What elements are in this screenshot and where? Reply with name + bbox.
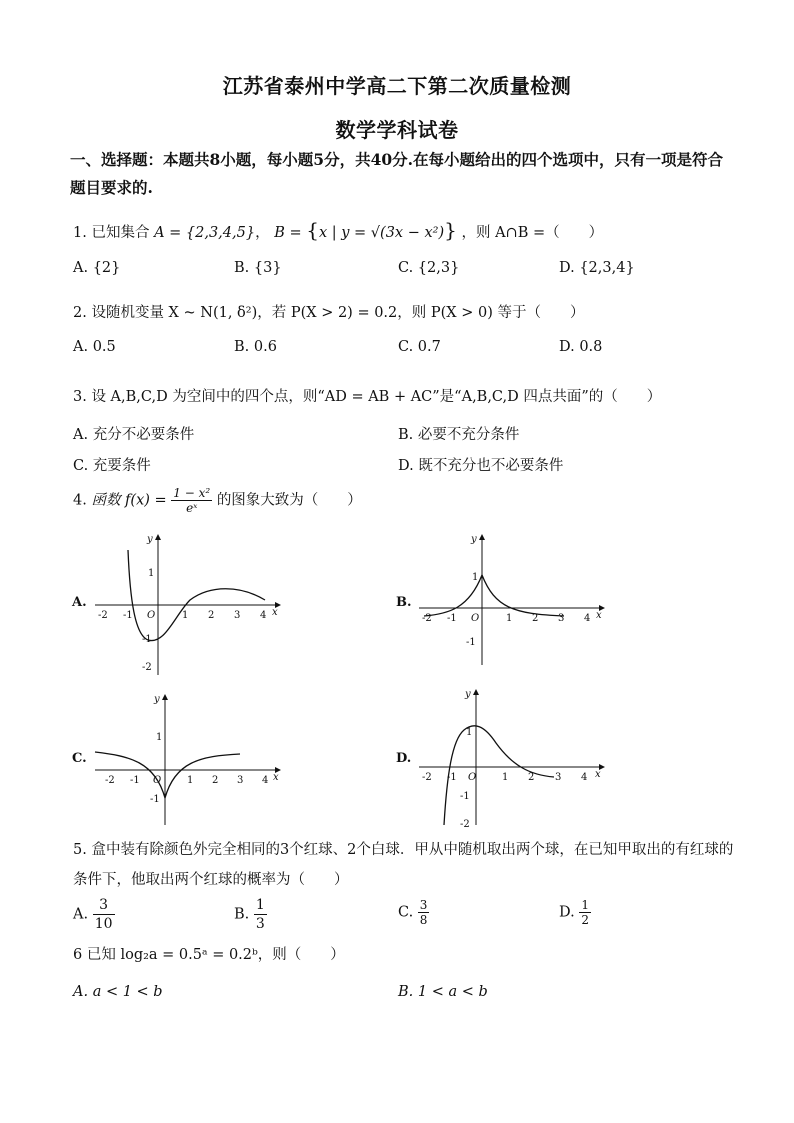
fraction-denominator: eˣ (186, 501, 198, 515)
curve (424, 575, 564, 616)
curve (128, 550, 265, 641)
option-label: D. (559, 904, 575, 921)
question-number: 1. (73, 225, 87, 241)
option-label: C. (398, 904, 414, 921)
question-text: 已知集合 (91, 225, 150, 241)
graph-label-b[interactable]: B. (396, 595, 412, 610)
tick-label: -1 (460, 791, 470, 802)
option-fraction (254, 896, 267, 933)
section-heading: 一、选择题：本题共8小题，每小题5分，共40分.在每小题给出的四个选项中，只有一项是符合题目要求的. (70, 150, 724, 197)
tick-label: 3 (237, 775, 244, 786)
tick-label: 4 (584, 613, 591, 624)
tick-label: -1 (130, 775, 140, 786)
q1-option-a[interactable]: A. {2} (73, 260, 121, 276)
question-text: 的图象大致为（ ） (216, 492, 362, 509)
tick-label: 1 (156, 732, 163, 743)
numerator: 3 (93, 896, 115, 915)
q1-option-c[interactable]: C. {2,3} (398, 260, 460, 276)
numerator: 1 (581, 898, 589, 912)
option-label: A. (73, 906, 89, 923)
graph-label-d[interactable]: D. (396, 751, 412, 766)
exam-title: 江苏省泰州中学高二下第二次质量检测 (222, 74, 572, 98)
q5-option-d[interactable] (559, 898, 591, 927)
set-b-body: x | y = √(3x − x²) (318, 225, 445, 241)
option-fraction (93, 896, 115, 933)
tick-label: 2 (532, 613, 539, 624)
graph-label-a[interactable]: A. (72, 595, 87, 610)
numerator: 3 (419, 898, 428, 912)
axis-name: x (596, 610, 602, 621)
graph-b (414, 530, 614, 680)
question-5-line-2: 条件下，他取出两个红球的概率为（ ） (73, 872, 349, 888)
tick-label: 2 (212, 775, 219, 786)
tick-label: 2 (528, 772, 535, 783)
tick-label: -1 (150, 794, 160, 805)
tick-label: -1 (447, 772, 457, 783)
tick-label: -2 (460, 819, 470, 830)
tick-label: 1 (187, 775, 194, 786)
denominator: 8 (419, 913, 428, 927)
q3-option-a[interactable]: A. 充分不必要条件 (73, 427, 195, 443)
set-b-label: B = (274, 225, 302, 241)
question-number: 2. (73, 305, 87, 321)
tick-label: 1 (182, 610, 189, 621)
question-number: 5. (73, 842, 87, 858)
tick-label: 3 (558, 613, 565, 624)
tick-label: 1 (148, 568, 155, 579)
tick-label: -1 (447, 613, 457, 624)
tick-label: O (471, 613, 480, 624)
axis-name: x (273, 772, 279, 783)
tick-label: 3 (555, 772, 562, 783)
question-number: 4. (73, 492, 87, 509)
question-2 (73, 301, 584, 322)
q2-option-c[interactable]: C. 0.7 (398, 339, 441, 355)
question-3 (73, 385, 661, 406)
tick-label: 1 (472, 572, 479, 583)
axis-name: y (471, 534, 477, 545)
question-number: 6 (73, 947, 83, 963)
tick-label: O (468, 772, 477, 783)
tick-label: 1 (466, 727, 473, 738)
tick-label: 4 (262, 775, 269, 786)
question-tail: ，则 A∩B =（ ） (461, 225, 604, 241)
numerator: 1 (255, 897, 265, 913)
option-fraction (418, 898, 430, 927)
q2-option-a[interactable]: A. 0.5 (73, 339, 116, 355)
tick-label: -2 (422, 613, 432, 624)
axis-name: x (272, 607, 278, 618)
q1-option-b[interactable]: B. {3} (234, 260, 282, 276)
q5-option-a[interactable] (73, 896, 115, 933)
tick-label: -2 (98, 610, 108, 621)
tick-label: -1 (142, 634, 152, 645)
denominator: 10 (94, 916, 113, 932)
function-fraction (171, 486, 212, 515)
question-text: 已知 log₂a = 0.5ᵃ = 0.2ᵇ，则（ ） (86, 947, 345, 963)
question-4 (73, 486, 362, 515)
tick-label: -2 (142, 662, 152, 673)
tick-label: 2 (208, 610, 215, 621)
q5-option-b[interactable] (234, 896, 267, 933)
denominator: 2 (581, 913, 589, 927)
question-6 (73, 943, 345, 964)
set-a: A = {2,3,4,5} (154, 225, 256, 241)
exam-subtitle: 数学学科试卷 (335, 118, 459, 142)
tick-label: 1 (502, 772, 509, 783)
option-label: B. (234, 906, 250, 923)
question-1: 1. 已知集合 A = {2,3,4,5}， B = {x | y = √(3x − x²)} ，则 A∩B =（ ） (73, 218, 604, 242)
q5-option-c[interactable] (398, 898, 429, 927)
q3-option-c[interactable]: C. 充要条件 (73, 458, 151, 474)
tick-label: -2 (105, 775, 115, 786)
tick-label: -1 (466, 637, 476, 648)
function-label: 函数 f(x) = (91, 492, 167, 509)
tick-label: -1 (123, 610, 133, 621)
axis-name: y (147, 534, 153, 545)
graph-label-c[interactable]: C. (72, 751, 87, 766)
tick-label: 1 (506, 613, 513, 624)
curve (444, 726, 554, 825)
question-number: 3. (73, 389, 87, 405)
axis-name: y (465, 689, 471, 700)
q2-option-d[interactable]: D. 0.8 (559, 339, 603, 355)
fraction-numerator: 1 − x² (173, 486, 211, 500)
question-5 (73, 838, 733, 859)
question-text-line-1: 盒中装有除颜色外完全相同的3个红球、2个白球．甲从中随机取出两个球，在已知甲取出的有红球的 (91, 842, 734, 858)
q3-option-d[interactable]: D. 既不充分也不必要条件 (398, 458, 564, 474)
q3-option-b[interactable]: B. 必要不充分条件 (398, 427, 520, 443)
q1-option-d[interactable]: D. {2,3,4} (559, 260, 635, 276)
denominator: 3 (255, 916, 265, 932)
tick-label: 3 (234, 610, 241, 621)
q2-option-b[interactable]: B. 0.6 (234, 339, 277, 355)
axis-name: y (154, 694, 160, 705)
question-text: 设 A,B,C,D 为空间中的四个点，则“AD = AB + AC”是“A,B,C,D 四点共面”的（ ） (91, 389, 662, 405)
option-fraction (579, 898, 591, 927)
q6-option-a[interactable]: A. a < 1 < b (73, 984, 163, 1000)
tick-label: 4 (260, 610, 267, 621)
tick-label: O (153, 775, 162, 786)
graph-a (90, 530, 290, 680)
graph-c (90, 690, 290, 830)
tick-label: -2 (422, 772, 432, 783)
tick-label: 4 (581, 772, 588, 783)
axis-name: x (595, 769, 601, 780)
question-text: 设随机变量 X ~ N(1, δ²)，若 P(X > 2) = 0.2，则 P(X > 0) 等于（ ） (91, 305, 585, 321)
graph-d (414, 685, 614, 830)
q6-option-b[interactable]: B. 1 < a < b (398, 984, 488, 1000)
tick-label: O (147, 610, 156, 621)
